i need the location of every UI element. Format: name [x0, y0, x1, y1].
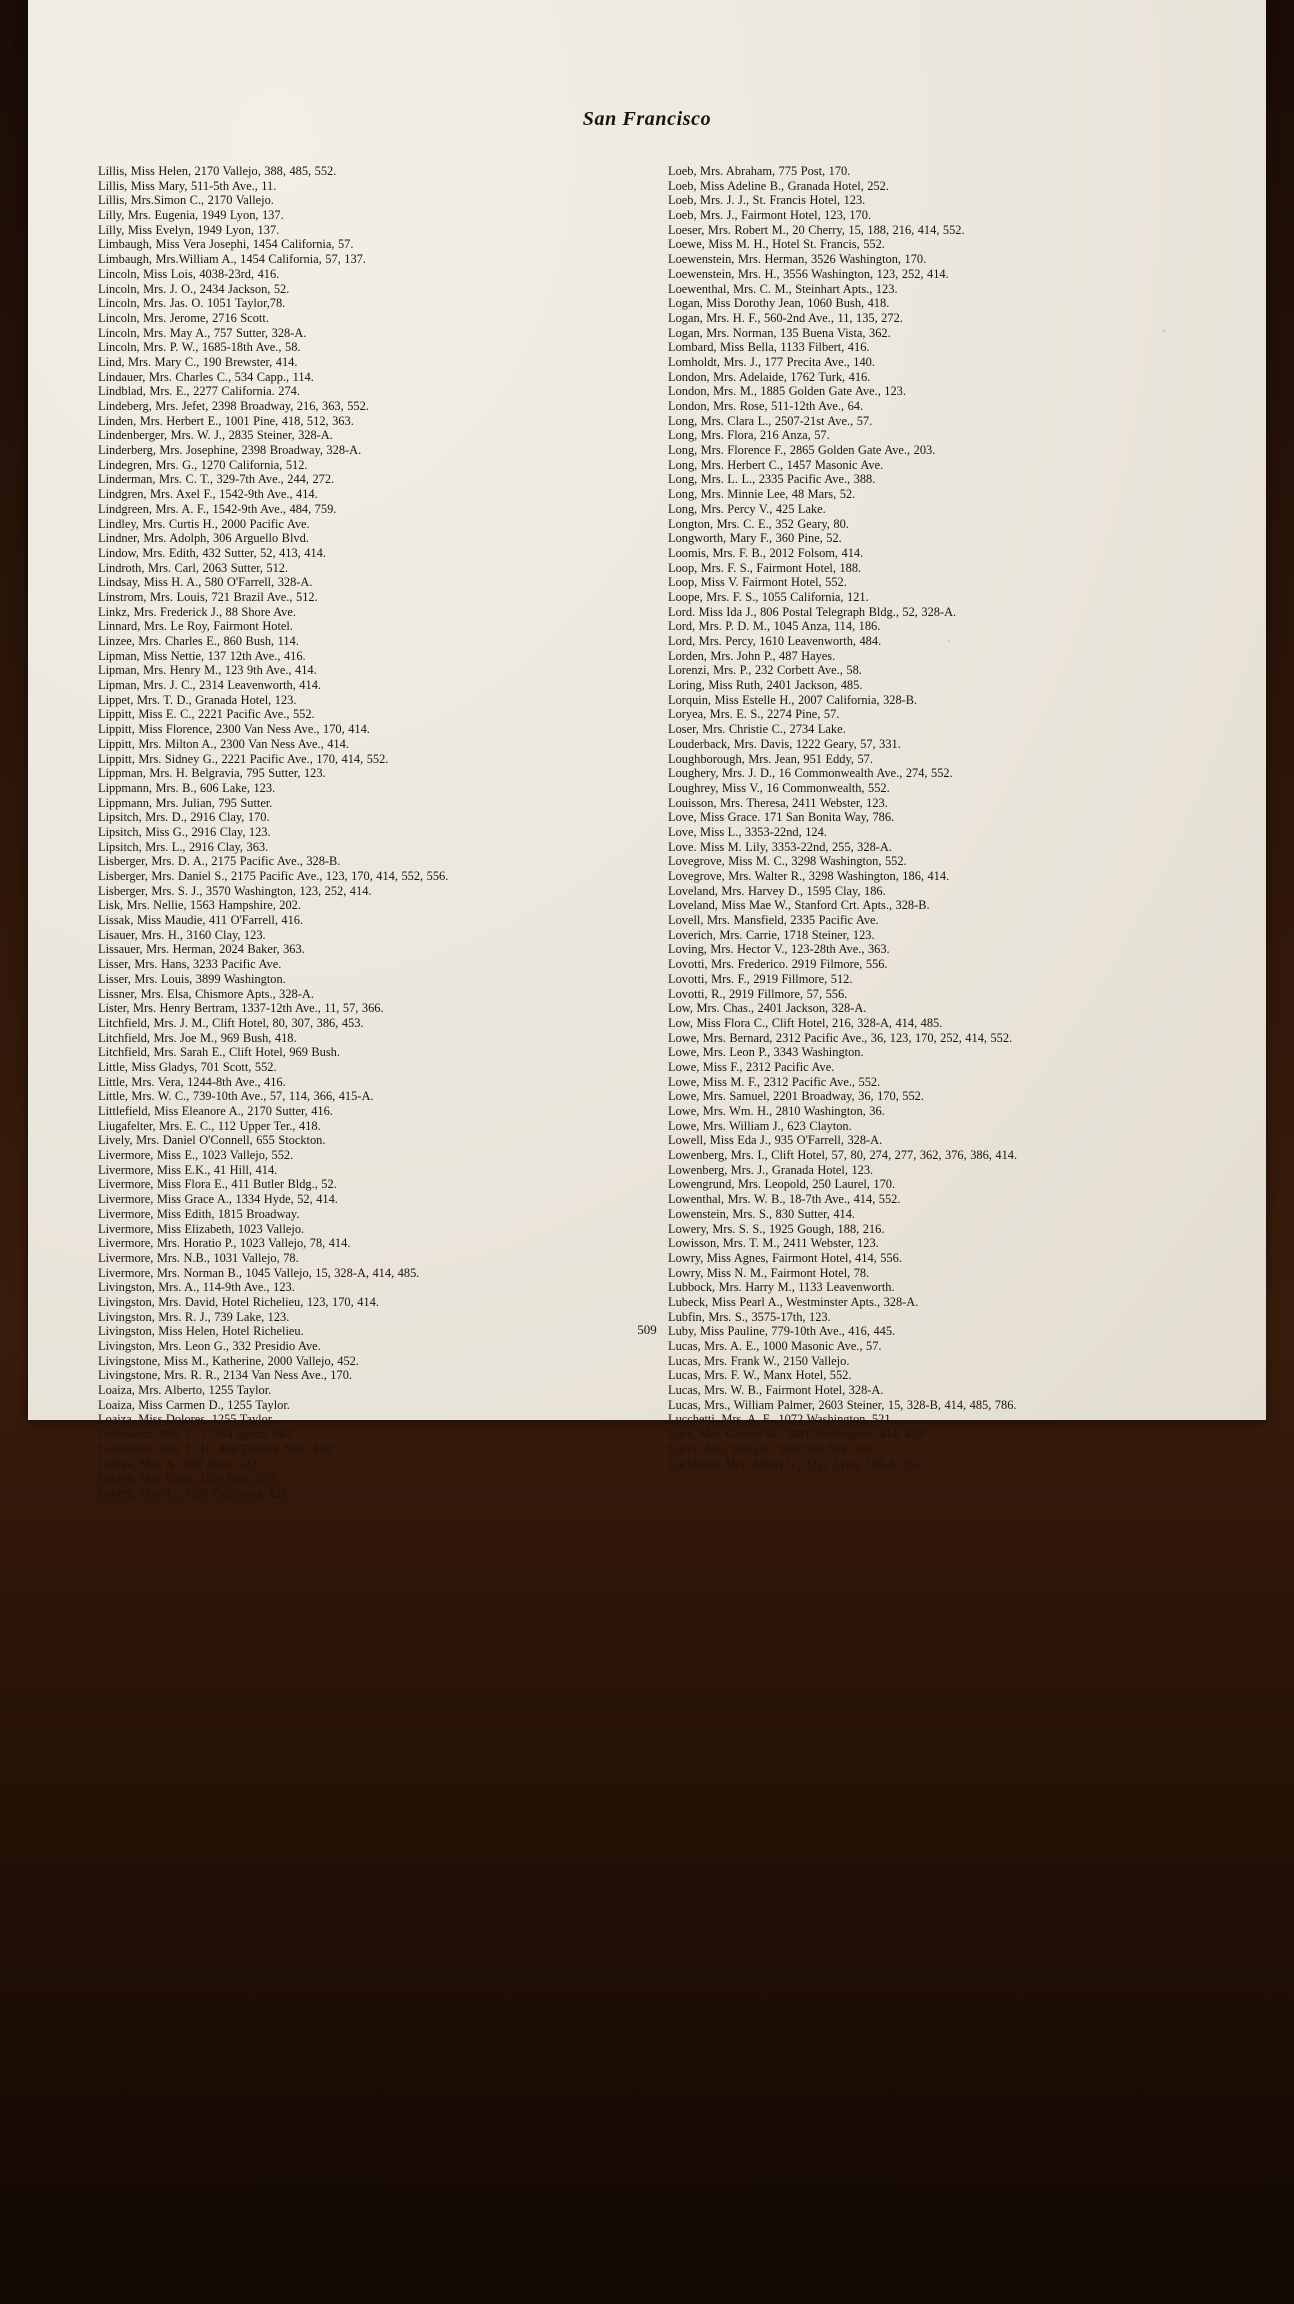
directory-entry: London, Mrs. M., 1885 Golden Gate Ave., 123. [668, 384, 906, 399]
directory-entry: Lovegrove, Miss M. C., 3298 Washington, 552. [668, 854, 907, 869]
directory-entry: Lisauer, Mrs. H., 3160 Clay, 123. [98, 927, 266, 942]
directory-entry: Lisser, Mrs. Louis, 3899 Washington. [98, 971, 286, 986]
directory-entry: Livingston, Miss Helen, Hotel Richelieu. [98, 1324, 304, 1339]
directory-entry: Lisberger, Mrs. S. J., 3570 Washington, 123, 252, 414. [98, 883, 372, 898]
directory-entry: Lipman, Miss Nettie, 137 12th Ave., 416. [98, 648, 306, 663]
directory-entry: Lombard, Miss Bella, 1133 Filbert, 416. [668, 340, 870, 355]
directory-entry: Long, Mrs. Florence F., 2865 Golden Gate Ave., 203. [668, 443, 936, 458]
directory-entry: Lissak, Miss Maudie, 411 O'Farrell, 416. [98, 913, 304, 928]
directory-entry: Livermore, Miss Grace A., 1334 Hyde, 52, 414. [98, 1192, 338, 1207]
directory-entry: Lowery, Mrs. S. S., 1925 Gough, 188, 216. [668, 1221, 885, 1236]
directory-entry: Longton, Mrs. C. E., 352 Geary, 80. [668, 516, 849, 531]
directory-entry: Livermore, Mrs. Horatio P., 1023 Vallejo, 78, 414. [98, 1236, 351, 1251]
directory-entry: Lobenstein, Mrs. J., 1735 Laguna, 363. [98, 1427, 295, 1442]
directory-entry: Lilly, Miss Evelyn, 1949 Lyon, 137. [98, 222, 280, 237]
directory-entry: Lowenberg, Mrs. I., Clift Hotel, 57, 80, 274, 277, 362, 376, 386, 414. [668, 1148, 1018, 1163]
directory-entry: Little, Mrs. W. C., 739-10th Ave., 57, 114, 366, 415-A. [98, 1089, 374, 1104]
directory-entry: Love, Miss Grace. 171 San Bonita Way, 786. [668, 810, 895, 825]
directory-entry: Linkz, Mrs. Frederick J., 88 Shore Ave. [98, 604, 296, 619]
directory-entry: Love, Miss L., 3353-22nd, 124. [668, 824, 827, 839]
directory-entry: Love. Miss M. Lily, 3353-22nd, 255, 328-A. [668, 839, 892, 854]
directory-entry: Logan, Mrs. Norman, 135 Buena Vista, 362. [668, 325, 891, 340]
directory-entry: Loring, Miss Ruth, 2401 Jackson, 485. [668, 678, 863, 693]
directory-entry: Lowengrund, Mrs. Leopold, 250 Laurel, 170. [668, 1177, 896, 1192]
directory-entry: Lorden, Mrs. John P., 487 Hayes. [668, 648, 836, 663]
directory-entry: Louderback, Mrs. Davis, 1222 Geary, 57, 331. [668, 736, 901, 751]
directory-entry: Linnard, Mrs. Le Roy, Fairmont Hotel. [98, 619, 293, 634]
directory-entry: Linstrom, Mrs. Louis, 721 Brazil Ave., 512. [98, 589, 318, 604]
directory-entry: Livermore, Mrs. Norman B., 1045 Vallejo, 15, 328-A, 414, 485. [98, 1265, 420, 1280]
directory-entry: Loryea, Mrs. E. S., 2274 Pine, 57. [668, 707, 840, 722]
directory-entry: Lovell, Mrs. Mansfield, 2335 Pacific Ave. [668, 913, 879, 928]
directory-entry: Lincoln, Miss Lois, 4038-23rd, 416. [98, 266, 280, 281]
directory-entry: Lipsitch, Mrs. L., 2916 Clay, 363. [98, 839, 269, 854]
directory-entry: Livermore, Miss Flora E., 411 Butler Bldg., 52. [98, 1177, 337, 1192]
directory-entry: Livingstone, Mrs. R. R., 2134 Van Ness Ave., 170. [98, 1368, 352, 1383]
directory-entry: Livermore, Miss Edith, 1815 Broadway. [98, 1206, 300, 1221]
directory-entry: Lincoln, Mrs. Jas. O. 1051 Taylor,78. [98, 296, 286, 311]
directory-entry: Litchfield, Mrs. Sarah E., Clift Hotel, 969 Bush. [98, 1045, 340, 1060]
directory-entry: Lipman, Mrs. J. C., 2314 Leavenworth, 414. [98, 678, 321, 693]
directory-entry: Lindeberg, Mrs. Jefet, 2398 Broadway, 216, 363, 552. [98, 399, 369, 413]
directory-entry: Lowisson, Mrs. T. M., 2411 Webster, 123. [668, 1236, 879, 1251]
directory-entry: Lord. Miss Ida J., 806 Postal Telegraph Bldg., 52, 328-A. [668, 604, 957, 619]
directory-entry: Loope, Mrs. F. S., 1055 California, 121. [668, 589, 869, 604]
page-title: San Francisco [582, 108, 712, 130]
directory-entry: Lowe, Mrs. Bernard, 2312 Pacific Ave., 36, 123, 170, 252, 414, 552. [668, 1030, 1013, 1045]
directory-entry: Lowenberg, Mrs. J., Granada Hotel, 123. [668, 1162, 874, 1177]
directory-entry: Lucas, Mrs. F. W., Manx Hotel, 552. [668, 1368, 852, 1383]
directory-entry: Long, Mrs. Herbert C., 1457 Masonic Ave. [668, 457, 884, 472]
directory-entry: Lippmann, Mrs. B., 606 Lake, 123. [98, 780, 276, 795]
directory-entry: Long, Mrs. Clara L., 2507-21st Ave., 57. [668, 413, 873, 428]
directory-entry: Lorenzi, Mrs. P., 232 Corbett Ave., 58. [668, 663, 862, 678]
directory-entry: Limbaugh, Mrs.William A., 1454 California, 57, 137. [98, 252, 366, 267]
directory-entry: Loughrey, Miss V., 16 Commonwealth, 552. [668, 780, 890, 795]
directory-entry: Logan, Miss Dorothy Jean, 1060 Bush, 418. [668, 296, 890, 311]
directory-entry: Loeb, Mrs. J. J., St. Francis Hotel, 123. [668, 193, 866, 208]
directory-entry: Loveland, Mrs. Harvey D., 1595 Clay, 186. [668, 883, 886, 898]
directory-entry: Lindsay, Miss H. A., 580 O'Farrell, 328-A. [98, 575, 313, 590]
directory-entry: Lindgreen, Mrs. A. F., 1542-9th Ave., 484, 759. [98, 501, 337, 516]
directory-entry: Loeb, Mrs. Abraham, 775 Post, 170. [668, 164, 851, 178]
directory-entry: Livingstone, Miss M., Katherine, 2000 Vallejo, 452. [98, 1353, 359, 1368]
directory-entry: Lobenstein, Mrs. L. H., 400 Duboce Ave., 418. [98, 1441, 334, 1456]
directory-entry: Littlefield, Miss Eleanore A., 2170 Sutter, 416. [98, 1104, 333, 1118]
directory-entry: Lowenstein, Mrs. S., 830 Sutter, 414. [668, 1206, 856, 1221]
directory-entry: Lindgren, Mrs. Axel F., 1542-9th Ave., 414. [98, 487, 318, 502]
directory-entry: Litchfield, Mrs. J. M., Clift Hotel, 80, 307, 386, 453. [98, 1015, 364, 1030]
directory-entry: Lobree, Mrs. Celia, 1190 Pine, 556. [98, 1471, 278, 1486]
directory-entry: Lillis, Miss Helen, 2170 Vallejo, 388, 485, 552. [98, 164, 337, 178]
directory-entry: Lissner, Mrs. Elsa, Chismore Apts., 328-A. [98, 986, 314, 1001]
directory-entry: Lincoln, Mrs. J. O., 2434 Jackson, 52. [98, 281, 290, 296]
column-left [98, 165, 638, 1502]
directory-entry: Lindroth, Mrs. Carl, 2063 Sutter, 512. [98, 560, 289, 575]
directory-entry: Lucchetti, Mrs. A. F., 1072 Washington, 521. [668, 1412, 894, 1427]
directory-entry: Lipman, Mrs. Henry M., 123 9th Ave., 414. [98, 663, 317, 678]
directory-entry: Lovotti, Mrs. Frederico. 2919 Filmore, 556. [668, 957, 888, 972]
directory-entry: Lincoln, Mrs. May A., 757 Sutter, 328-A. [98, 325, 307, 340]
page-number: 509 [637, 1322, 657, 1337]
directory-entry: Loeser, Mrs. Robert M., 20 Cherry, 15, 188, 216, 414, 552. [668, 222, 965, 237]
directory-entry: Lubfin, Mrs. S., 3575-17th, 123. [668, 1309, 831, 1324]
directory-entry: Loewenthal, Mrs. C. M., Steinhart Apts., 123. [668, 281, 898, 296]
directory-entry: Lipsitch, Miss G., 2916 Clay, 123. [98, 824, 271, 839]
directory-entry: Lucas, Mrs. A. E., 1000 Masonic Ave., 57. [668, 1339, 882, 1353]
directory-entry: Louisson, Mrs. Theresa, 2411 Webster, 123. [668, 795, 888, 810]
directory-entry: Lippman, Mrs. H. Belgravia, 795 Sutter, 123. [98, 766, 326, 781]
directory-entry: Lincoln, Mrs. P. W., 1685-18th Ave., 58. [98, 340, 301, 355]
directory-entry: Lister, Mrs. Henry Bertram, 1337-12th Ave., 11, 57, 366. [98, 1001, 384, 1016]
directory-entry: Loving, Mrs. Hector V., 123-28th Ave., 363. [668, 942, 890, 957]
directory-entry: Lowry, Miss Agnes, Fairmont Hotel, 414, 556. [668, 1250, 902, 1265]
column-right [668, 165, 1208, 1502]
directory-entry: Livermore, Miss E.K., 41 Hill, 414. [98, 1162, 278, 1177]
directory-entry: Loughery, Mrs. J. D., 16 Commonwealth Ave., 274, 552. [668, 766, 953, 781]
directory-entry: Lowe, Miss M. F., 2312 Pacific Ave., 552. [668, 1074, 881, 1089]
directory-entry: Lillis, Miss Mary, 511-5th Ave., 11. [98, 178, 277, 193]
directory-entry: Lucas, Mrs. W. B., Fairmont Hotel, 328-A. [668, 1383, 884, 1398]
directory-entry: Liugafelter, Mrs. E. C., 112 Upper Ter., 418. [98, 1118, 321, 1133]
directory-entry: Lowry, Miss N. M., Fairmont Hotel, 78. [668, 1265, 870, 1280]
directory-entry: Loaiza, Mrs. Alberto, 1255 Taylor. [98, 1383, 272, 1398]
directory-entry: Little, Miss Gladys, 701 Scott, 552. [98, 1059, 277, 1074]
directory-entry: Lisberger, Mrs. Daniel S., 2175 Pacific Ave., 123, 170, 414, 552, 556. [98, 869, 449, 883]
directory-entry: Loser, Mrs. Christie C., 2734 Lake. [668, 722, 846, 737]
directory-entry: Loveland, Miss Mae W., Stanford Crt. Apts., 328-B. [668, 898, 930, 913]
directory-entry: Lippet, Mrs. T. D., Granada Hotel, 123. [98, 692, 297, 707]
directory-entry: Livermore, Mrs. N.B., 1031 Vallejo, 78. [98, 1250, 299, 1265]
directory-entry: Little, Mrs. Vera, 1244-8th Ave., 416. [98, 1074, 286, 1089]
directory-entry: Lowe, Mrs. William J., 623 Clayton. [668, 1118, 852, 1133]
directory-entry: Lippmann, Mrs. Julian, 795 Sutter. [98, 795, 273, 810]
directory-entry: Litchfield, Mrs. Joe M., 969 Bush, 418. [98, 1030, 297, 1045]
directory-entry: Lissauer, Mrs. Herman, 2024 Baker, 363. [98, 942, 305, 957]
directory-entry: Luce, Mrs. George W., 3481 Washington, 414, 453 [668, 1427, 923, 1442]
directory-entry: Lobree, Mrs. A., 950 Anza, 123. [98, 1456, 261, 1471]
directory-entry: Low, Miss Flora C., Clift Hotel, 216, 328-A, 414, 485. [668, 1015, 943, 1030]
directory-entry: Lilly, Mrs. Eugenia, 1949 Lyon, 137. [98, 208, 284, 223]
directory-entry: Linden, Mrs. Herbert E., 1001 Pine, 418, 512, 363. [98, 413, 354, 428]
directory-entry: Lincoln, Mrs. Jerome, 2716 Scott. [98, 310, 269, 325]
directory-entry: Lucas, Mrs. Frank W., 2150 Vallejo. [668, 1353, 850, 1368]
directory-entry: Lord, Mrs. P. D. M., 1045 Anza, 114, 186. [668, 619, 881, 634]
directory-entry: Livingston, Mrs. A., 114-9th Ave., 123. [98, 1280, 295, 1295]
directory-entry: Low, Mrs. Chas., 2401 Jackson, 328-A. [668, 1001, 867, 1016]
directory-entry: Lipsitch, Mrs. D., 2916 Clay, 170. [98, 810, 270, 825]
directory-entry: Lobree, Mrs. L., 4329 California, 123. [98, 1485, 291, 1500]
directory-entry: Lippitt, Mrs. Sidney G., 2221 Pacific Ave., 170, 414, 552. [98, 751, 389, 766]
directory-entry: Lindblad, Mrs. E., 2277 California. 274. [98, 384, 300, 399]
directory-entry: Lowe, Mrs. Samuel, 2201 Broadway, 36, 170, 552. [668, 1089, 924, 1104]
directory-entry: Lindenberger, Mrs. W. J., 2835 Steiner, 328-A. [98, 428, 333, 443]
directory-entry: Loaiza, Miss Dolores, 1255 Taylor. [98, 1412, 275, 1427]
directory-entry: London, Mrs. Adelaide, 1762 Turk, 416. [668, 369, 871, 384]
directory-entry: Loomis, Mrs. F. B., 2012 Folsom, 414. [668, 545, 864, 560]
directory-entry: Lowe, Mrs. Wm. H., 2810 Washington, 36. [668, 1104, 885, 1118]
directory-entry: Livingston, Mrs. David, Hotel Richelieu, 123, 170, 414. [98, 1294, 379, 1309]
directory-entry: Lubeck, Miss Pearl A., Westminster Apts., 328-A. [668, 1294, 919, 1309]
directory-entry: Loeb, Mrs. J., Fairmont Hotel, 123, 170. [668, 208, 872, 223]
directory-entry: Lillis, Mrs.Simon C., 2170 Vallejo. [98, 193, 274, 208]
directory-entry: Lord, Mrs. Percy, 1610 Leavenworth, 484. [668, 634, 882, 648]
directory-entry: Lowe, Mrs. Leon P., 3343 Washington. [668, 1045, 864, 1060]
directory-entry: Linzee, Mrs. Charles E., 860 Bush, 114. [98, 634, 299, 648]
directory-columns [98, 165, 1208, 1502]
directory-entry: Limbaugh, Miss Vera Josephi, 1454 California, 57. [98, 237, 354, 252]
directory-entry: Linderman, Mrs. C. T., 329-7th Ave., 244, 272. [98, 472, 335, 487]
directory-entry: Lomholdt, Mrs. J., 177 Precita Ave., 140. [668, 354, 875, 369]
directory-entry: Lippitt, Mrs. Milton A., 2300 Van Ness Ave., 414. [98, 736, 349, 751]
directory-entry: Linderberg, Mrs. Josephine, 2398 Broadway, 328-A. [98, 443, 362, 458]
directory-entry: Lisser, Mrs. Hans, 3233 Pacific Ave. [98, 957, 282, 972]
directory-entry: Livingston, Mrs. R. J., 739 Lake, 123. [98, 1309, 290, 1324]
directory-entry: Lovotti, Mrs. F., 2919 Fillmore, 512. [668, 971, 853, 986]
directory-entry: Livermore, Miss Elizabeth, 1023 Vallejo. [98, 1221, 305, 1236]
directory-entry: Luby, Miss Pauline, 779-10th Ave., 416, 445. [668, 1324, 896, 1339]
directory-entry: Lorquin, Miss Estelle H., 2007 California, 328-B. [668, 692, 918, 707]
directory-entry: Loop, Mrs. F. S., Fairmont Hotel, 188. [668, 560, 862, 575]
directory-entry: Lind, Mrs. Mary C., 190 Brewster, 414. [98, 354, 298, 369]
directory-entry: Lisberger, Mrs. D. A., 2175 Pacific Ave., 328-B. [98, 854, 341, 869]
directory-entry: Long, Mrs. L. L., 2335 Pacific Ave., 388. [668, 472, 876, 487]
directory-entry: Long, Mrs. Minnie Lee, 48 Mars, 52. [668, 487, 856, 502]
directory-entry: Lippitt, Miss Florence, 2300 Van Ness Ave., 170, 414. [98, 722, 370, 737]
directory-entry: Lindow, Mrs. Edith, 432 Sutter, 52, 413, 414. [98, 545, 326, 560]
directory-entry: Lucey, Mrs. Viola B., 553-15th Ave., 58. [668, 1441, 872, 1456]
directory-entry: Lovotti, R., 2919 Fillmore, 57, 556. [668, 986, 848, 1001]
directory-entry: Lindegren, Mrs. G., 1270 California, 512. [98, 457, 308, 472]
directory-entry: Logan, Mrs. H. F., 560-2nd Ave., 11, 135, 272. [668, 310, 903, 325]
directory-entry: Lindauer, Mrs. Charles C., 534 Capp., 114. [98, 369, 314, 384]
directory-entry: Longworth, Mary F., 360 Pine, 52. [668, 531, 842, 546]
directory-entry: Loaiza, Miss Carmen D., 1255 Taylor. [98, 1397, 290, 1412]
directory-entry: Livingston, Mrs. Leon G., 332 Presidio Ave. [98, 1339, 321, 1353]
directory-entry: Lindley, Mrs. Curtis H., 2000 Pacific Ave. [98, 516, 310, 531]
directory-entry: Luchinger, Mrs. Albert G., 2222 Lyon, 328-A, 552. [668, 1456, 925, 1471]
directory-entry: Long, Mrs. Flora, 216 Anza, 57. [668, 428, 830, 443]
directory-entry: Lippitt, Miss E. C., 2221 Pacific Ave., 552. [98, 707, 315, 722]
directory-entry: Lowenthal, Mrs. W. B., 18-7th Ave., 414, 552. [668, 1192, 901, 1207]
directory-entry: Lowe, Miss F., 2312 Pacific Ave. [668, 1059, 835, 1074]
directory-entry: Lindner, Mrs. Adolph, 306 Arguello Blvd. [98, 531, 309, 546]
directory-entry: Loewenstein, Mrs. Herman, 3526 Washington, 170. [668, 252, 927, 267]
directory-entry: London, Mrs. Rose, 511-12th Ave., 64. [668, 399, 864, 413]
directory-entry: Loop, Miss V. Fairmont Hotel, 552. [668, 575, 847, 590]
directory-entry: Lisk, Mrs. Nellie, 1563 Hampshire, 202. [98, 898, 301, 913]
directory-entry: Loverich, Mrs. Carrie, 1718 Steiner, 123. [668, 927, 875, 942]
directory-entry: Lovegrove, Mrs. Walter R., 3298 Washington, 186, 414. [668, 869, 950, 883]
directory-entry: Loeb, Miss Adeline B., Granada Hotel, 252. [668, 178, 889, 193]
directory-entry: Livermore, Miss E., 1023 Vallejo, 552. [98, 1148, 294, 1163]
directory-entry: Loughborough, Mrs. Jean, 951 Eddy, 57. [668, 751, 873, 766]
directory-entry: Loewenstein, Mrs. H., 3556 Washington, 123, 252, 414. [668, 266, 949, 281]
directory-entry: Lucas, Mrs., William Palmer, 2603 Steiner, 15, 328-B, 414, 485, 786. [668, 1397, 1017, 1412]
directory-entry: Long, Mrs. Percy V., 425 Lake. [668, 501, 826, 516]
directory-entry: Lowell, Miss Eda J., 935 O'Farrell, 328-A. [668, 1133, 883, 1148]
scanned-page [28, 0, 1266, 1500]
directory-entry: Loewe, Miss M. H., Hotel St. Francis, 552. [668, 237, 885, 252]
directory-entry: Lubbock, Mrs. Harry M., 1133 Leavenworth. [668, 1280, 895, 1295]
directory-entry: Lively, Mrs. Daniel O'Connell, 655 Stockton. [98, 1133, 326, 1148]
